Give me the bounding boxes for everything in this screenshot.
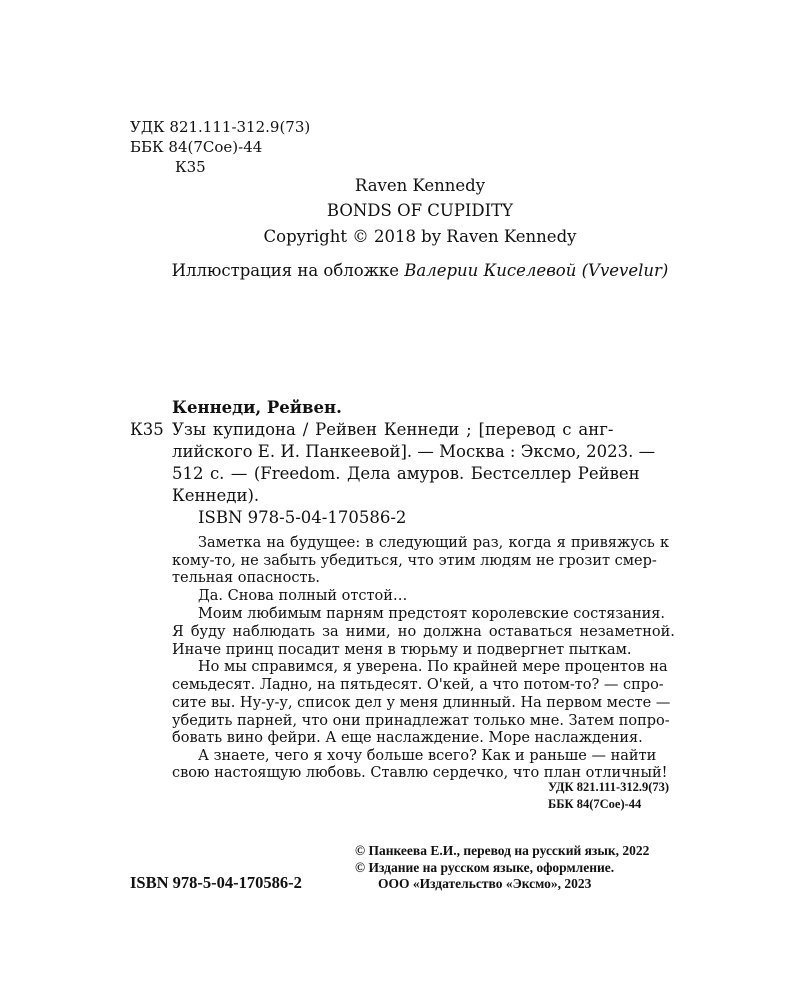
card-author-mark: К35 xyxy=(130,420,164,439)
card-author-heading: Кеннеди, Рейвен. xyxy=(172,398,342,417)
author-mark: К35 xyxy=(175,158,206,176)
udk-code-bottom: УДК 821.111-312.9(73) xyxy=(548,780,670,794)
card-line: Кеннеди). xyxy=(172,486,260,505)
translation-copyright: © Панкеева Е.И., перевод на русский язык, 2022 xyxy=(355,843,650,858)
annotation-line: убедить парней, что они принадлежат только мне. Затем попро- xyxy=(172,713,670,729)
bbk-code-bottom: ББК 84(7Сое)-44 xyxy=(548,797,642,811)
original-copyright: Copyright © 2018 by Raven Kennedy xyxy=(263,227,577,246)
illustration-artist: Валерии Киселевой (Vvevelur) xyxy=(404,261,669,280)
annotation-line: тельная опасность. xyxy=(172,570,320,586)
annotation-line: кому-то, не забыть убедиться, что этим людям не грозит смер- xyxy=(172,553,657,569)
illustration-credit xyxy=(130,261,710,280)
annotation-line: Иначе принц посадит меня в тюрьму и подвергнет пыткам. xyxy=(172,642,632,658)
card-isbn: ISBN 978-5-04-170586-2 xyxy=(198,508,407,527)
original-title: BONDS OF CUPIDITY xyxy=(326,201,514,220)
edition-copyright: © Издание на русском языке, оформление. xyxy=(355,860,615,875)
publisher-copyright: ООО «Издательство «Эксмо», 2023 xyxy=(378,876,592,891)
annotation-line: бовать вино фейри. А еще наслаждение. Море наслаждения. xyxy=(172,730,643,746)
annotation-line: свою настоящую любовь. Ставлю сердечко, что план отличный! xyxy=(172,765,668,781)
udk-code: УДК 821.111-312.9(73) xyxy=(130,118,311,136)
card-line: лийского Е. И. Панкеевой]. — Москва : Эксмо, 2023. — xyxy=(172,442,656,461)
card-line: 512 с. — (Freedom. Дела амуров. Бестселлер Рейвен xyxy=(172,464,640,483)
original-author: Raven Kennedy xyxy=(354,176,486,195)
annotation-line: А знаете, чего я хочу больше всего? Как и раньше — найти xyxy=(198,748,657,764)
illustration-prefix: Иллюстрация на обложке xyxy=(171,261,405,280)
annotation-line: Я буду наблюдать за ними, но должна оставаться незаметной. xyxy=(172,624,675,640)
annotation-line: сите вы. Ну-у-у, список дел у меня длинный. На первом месте — xyxy=(172,695,671,711)
isbn-bottom: ISBN 978-5-04-170586-2 xyxy=(130,873,302,892)
bbk-code: ББК 84(7Сое)-44 xyxy=(130,138,263,156)
annotation-line: Заметка на будущее: в следующий раз, когда я привяжусь к xyxy=(198,535,670,551)
annotation-line: Да. Снова полный отстой… xyxy=(198,588,408,604)
card-line: Узы купидона / Рейвен Кеннеди ; [перевод с анг- xyxy=(172,420,614,439)
annotation-line: семьдесят. Ладно, на пятьдесят. О'кей, а что потом-то? — спро- xyxy=(172,677,664,693)
annotation-line: Но мы справимся, я уверена. По крайней мере процентов на xyxy=(198,659,668,675)
annotation-line: Моим любимым парням предстоят королевские состязания. xyxy=(198,606,666,622)
